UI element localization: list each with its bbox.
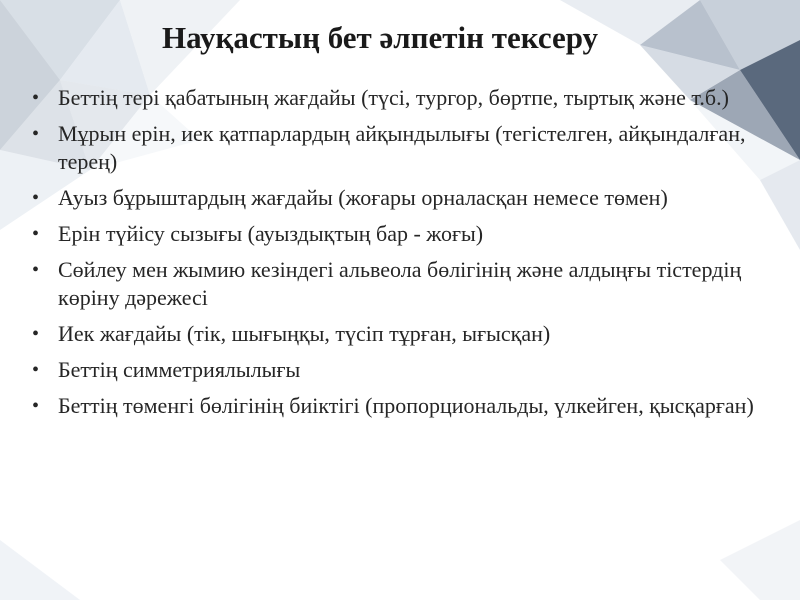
bullet-text: Ерін түйісу сызығы (ауыздықтың бар - жоғы)	[58, 221, 484, 246]
bullet-icon: •	[32, 395, 40, 417]
list-item	[30, 256, 770, 312]
bullet-icon: •	[32, 259, 40, 281]
list-item	[30, 184, 770, 212]
bullet-icon: •	[32, 123, 40, 145]
list-item	[30, 392, 770, 420]
bullet-text: Иек жағдайы (тік, шығыңқы, түсіп тұрған, ығысқан)	[58, 321, 551, 346]
bullet-list	[30, 84, 770, 428]
list-item	[30, 84, 770, 112]
bullet-text: Мұрын ерін, иек қатпарлардың айқындылығы (тегістелген, айқындалған, терең)	[58, 121, 746, 174]
list-item	[30, 320, 770, 348]
bullet-text: Сөйлеу мен жымию кезіндегі альвеола бөлігінің және алдыңғы тістердің көріну дәрежесі	[58, 257, 742, 310]
bullet-icon: •	[32, 223, 40, 245]
bullet-text: Беттің симметриялылығы	[58, 357, 301, 382]
list-item	[30, 120, 770, 176]
bullet-icon: •	[32, 187, 40, 209]
list-item	[30, 356, 770, 384]
bullet-icon: •	[32, 359, 40, 381]
slide-title: Науқастың бет әлпетін тексеру	[162, 20, 599, 55]
bullet-text: Ауыз бұрыштардың жағдайы (жоғары орналасқан немесе төмен)	[58, 185, 668, 210]
bullet-icon: •	[32, 323, 40, 345]
bullet-text: Беттің тері қабатының жағдайы (түсі, тургор, бөртпе, тыртық және т.б.)	[58, 85, 729, 110]
bullet-text: Беттің төменгі бөлігінің биіктігі (пропорциональды, үлкейген, қысқарған)	[58, 393, 754, 418]
list-item	[30, 220, 770, 248]
bullet-icon: •	[32, 87, 40, 109]
